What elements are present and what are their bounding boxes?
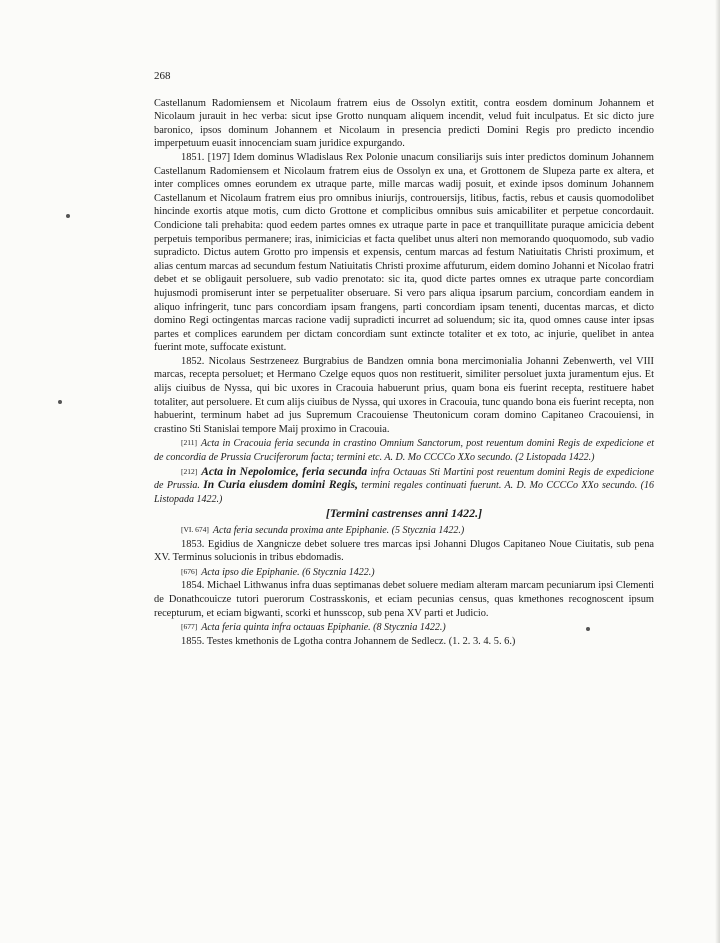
entry-1854: 1854. Michael Lithwanus infra duas septimanas debet soluere mediam alteram marcam pecuniarum ipsi Clementi de Donathcouicze tutori puerorum Costrasskonis, et eciam pecunias census, quas kmethones recognoscent ipsum recepturum, et eciam bigwanti, scorki et hunsscop, sub pena XV parti et Judicio. — [154, 580, 654, 619]
note-677 — [154, 620, 654, 635]
entry-1852: 1852. Nicolaus Sestrzeneez Burgrabius de Bandzen omnia bona mercimonialia Johanni Zebenwerth, vel VIII marcas, recepta persoluet; et Hermano Czelge equos quos non restituerit, similiter persoluet juxta juramentum ejus. Et alijs ciuibus de Nyssa, qui bic uxores in Cracouia habuerunt prius, quam bona eis fuerint recepta, restituere habet totaliter, aut persoluere. Et cum alijs ciuibus de Nyssa, qui uxores in Cracouia, tunc quando bona eis fuerint recepta, non habuerint, terminum habet ad jus Supremum Cracouiense Theutonicum coram domino Capitaneo Cracouiensi, in crastino Sti Stanislai tempore Maij proximo in Cracouia. — [154, 355, 654, 435]
page-edge-shadow — [715, 0, 720, 943]
note-ref: [212] — [181, 466, 198, 476]
note-text: Acta in Cracouia feria secunda in crastino Omnium Sanctorum, post reuentum domini Regis de expedicione et de concordia de Prussia Cruciferorum facta; termini etc. A. D. Mo CCCCo XXo secundo. (2 Listopada 1422.) — [154, 438, 654, 464]
section-title: [Termini castrenses anni 1422.] — [325, 506, 483, 521]
note-text: Acta feria quinta infra octauas Epiphanie. (8 Stycznia 1422.) — [201, 622, 446, 634]
note-text: Acta ipso die Epiphanie. (6 Stycznia 1422.) — [201, 566, 375, 578]
note-ref: [VI. 674] — [181, 525, 209, 534]
note-bold-heading: Acta in Nepolomice, feria secunda — [201, 465, 368, 478]
paragraph-continuation: Castellanum Radomiensem et Nicolaum fratrem eius de Ossolyn extitit, contra eosdem dominum Johannem et Nicolaum jurauit in hec verba: sicut ipse Grotto nunquam aliquem incendit, velud fuit inculpatus. Et sic dicto jure baronico, ipsos dominum Johannem et Nicolaum in presencia predicti Domini Regis pro predicto incendio imperpetuum euasit innocenciam suam juridice expurgando. — [154, 97, 654, 150]
note-ref: [211] — [181, 438, 197, 448]
note-ref: [676] — [181, 566, 198, 576]
entry-1855: 1855. Testes kmethonis de Lgotha contra Johannem de Sedlecz. (1. 2. 3. 4. 5. 6.) — [181, 635, 516, 647]
document-page — [154, 70, 654, 648]
note-674 — [154, 523, 654, 538]
note-676 — [154, 565, 654, 580]
note-text: termini regales continuati fuerunt. A. D. Mo CCCCo XXo secundo. (16 Listopada 1422.) — [154, 480, 654, 505]
note-211 — [154, 436, 654, 464]
margin-dot — [66, 214, 70, 218]
entry-1853: 1853. Egidius de Xangnicze debet soluere tres marcas ipsi Johanni Dlugos Capitaneo Noue Ciuitatis, sub pena XV. Terminus solucionis in tribus ebdomadis. — [154, 538, 654, 564]
note-text: infra Octauas Sti Martini post reuentum domini Regis de expedicione de Prussia. — [154, 466, 654, 492]
note-ref: [677] — [181, 622, 198, 632]
entry-1851: 1851. [197] Idem dominus Wladislaus Rex Polonie unacum consiliarijs suis inter predictos dominum Johannem Castellanum Radomiensem et Nicolaum fratrem eius de Ossolyn ex una, et Grottonem de Slupeza parte ex altera, et inter complices omnes eorundem ex utraque parte, mille marcas wadij posuit, et exinde ipsos dominum Johannem Castellanum et Nicolaum fratrem eius pro omnibus iniurijs, controuersijs, litibus, factis, rebus et causis quomodolibet hincinde exortis atque motis, cum dicto Grottone et complicibus omnibus suis amicabiliter et perpetue concordauit. Condicione tali prehabita: quod eedem partes omnes ex utraque parte in pace et tranquillitate puraque amicicia debent perpetuis temporibus permanere; iras, inimicicias et facta quelibet unus alteri non memorando quoquomodo, sub vadio supradicto. Dictus autem Grotto pro impensis et expensis, centum marcas ad festum Natiuitatis Christi proximum, et alias centum marcas ad secundum festum Natiuitatis Christi proxime affuturum, eidem domino Johanni et Nicolao fratri debet et se obligauit persoluere, sub vadio prenotato: sic ita, quod dicte partes omnes ex utraque parte concordiam hujusmodi promiserunt inter se perpetualiter obseruare. Si vero pars aliqua ipsarum parcium, concordiam eandem in aliquo infringerit, tunc pars concordiam ipsam frangens, parti concordiam ipsam tenenti, ducentas marcas, et dicto domino Regi octingentas marcas racione vadij supradicti incurret ad soluendum; sic ita, quod omnes cause inter ipsas partes et complices earundem per dictam concordiam sunt extincte totaliter et ex toto, ac injurie, quelibet in antea fuerint mote, suffocate existunt. — [154, 151, 654, 354]
note-bold-heading: In Curia eiusdem domini Regis, — [203, 479, 358, 492]
note-212 — [154, 465, 654, 507]
margin-dot — [58, 400, 62, 404]
page-number: 268 — [154, 70, 171, 82]
note-text: Acta feria secunda proxima ante Epiphanie. (5 Stycznia 1422.) — [212, 525, 465, 536]
